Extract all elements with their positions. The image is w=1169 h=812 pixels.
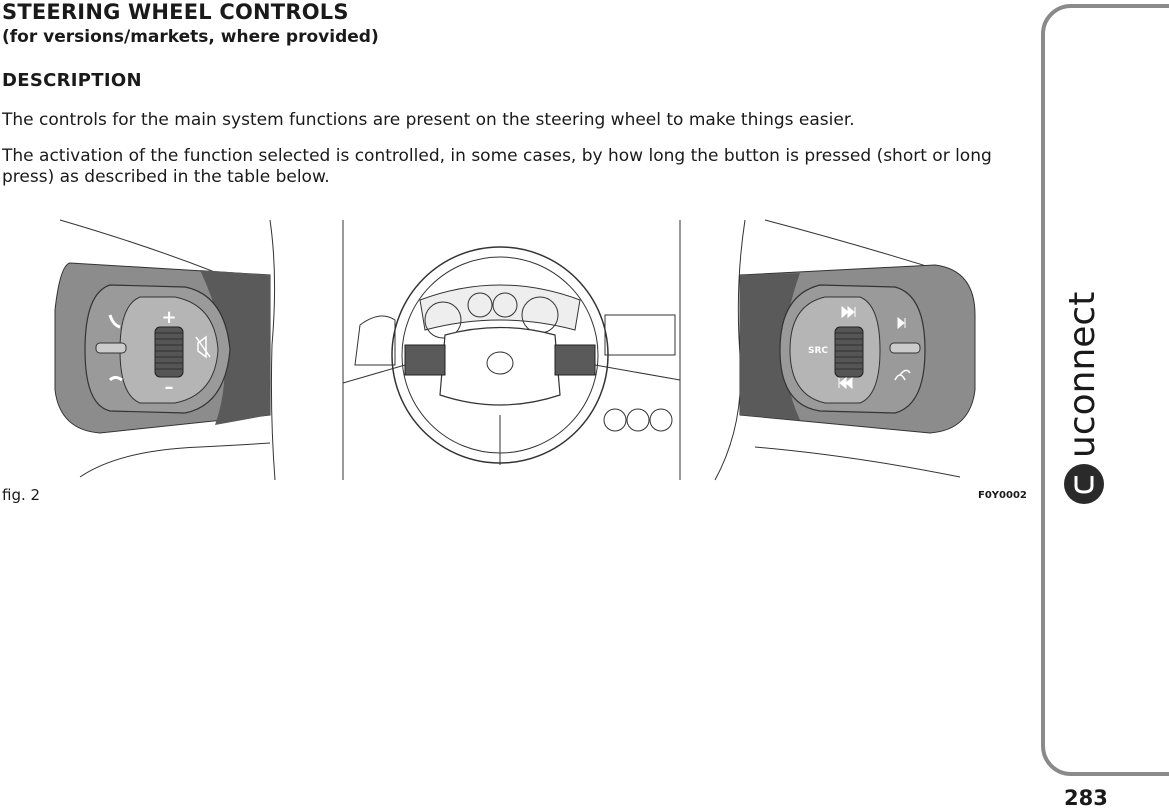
page-title: STEERING WHEEL CONTROLS [2,0,349,24]
steering-wheel-illustration [0,215,1030,483]
figure-caption: fig. 2 [2,486,41,504]
brand-text: uconnect [1062,291,1103,458]
src-label: SRC [807,346,829,356]
minus-label: – [164,377,174,398]
uconnect-logo-graphic [1058,270,1108,510]
paragraph-2: The activation of the function selected is controlled, in some cases, by how long the button is pressed (short or long press) as described in the table below. [2,146,992,187]
paragraph-1: The controls for the main system functions are present on the steering wheel to make things easier. [2,110,855,130]
left-control-closeup [55,220,275,480]
uconnect-logo [1058,270,1108,510]
page-subtitle: (for versions/markets, where provided) [2,27,379,47]
steering-wheel-figure [0,215,1030,483]
brand-u-circle [1064,464,1104,504]
page-number: 283 [1064,786,1108,810]
right-control-closeup [715,220,975,480]
figure-code: F0Y0002 [978,490,1027,501]
center-wheel [343,220,680,480]
section-heading: DESCRIPTION [2,70,142,91]
plus-label: + [161,307,177,328]
